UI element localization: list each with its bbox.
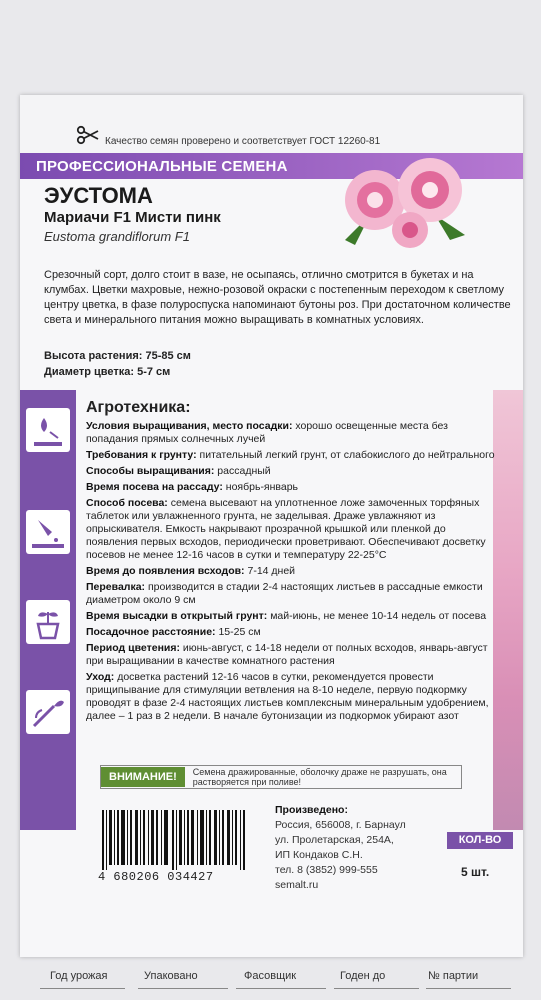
description: Срезочный сорт, долго стоит в вазе, не осыпаясь, отлично смотрится в букетах и на клумбах. Цветки махровые, нежно-розовой окраски с постепенным переходом к светлому центру цветка, в фазе полуроспуска напоминают бутоны роз. При достаточном количестве света и минерального питания можно выращивать в комнатных условиях. [44,269,511,326]
pruning-icon [26,690,70,734]
agro-row: Посадочное расстояние: 15-25 см [86,626,261,638]
notice-badge: ВНИМАНИЕ! [101,767,185,787]
footer-harvest-year: Год урожая [50,970,108,982]
agro-row: Время до появления всходов: 7-14 дней [86,565,296,577]
agro-row: Способ посева: семена высевают на уплотненное ложе замоченных торфяных таблеток или увлажненного грунта, не заделывая. Драже увлажняют из опрыскивателя. Емкость накрывают прозрачной крышкой или пленкой до появления первых всходов, периодически проветривают. Обеспечивают досветку посевов не менее 12-16 часов в сутки и температуру 22-25°С [86,497,486,561]
band-label: ПРОФЕССИОНАЛЬНЫЕ СЕМЕНА [36,158,288,175]
agro-row: Период цветения: июнь-август, с 14-18 недели от полных всходов, январь-август при выращивании в качестве комнатного растения [86,642,488,667]
product-title: ЭУСТОМА [44,183,153,208]
agro-row: Время посева на рассаду: ноябрь-январь [86,481,299,493]
footer-packed: Упаковано [144,970,198,982]
seedling-pot-icon [26,600,70,644]
agro-row: Время высадки в открытый грунт: май-июнь, не менее 10-14 недель от посева [86,610,487,622]
agro-row: Уход: досветка растений 12-16 часов в сутки, рекомендуется провести прищипывание для стимуляции ветвления на 8-10 неделе, первую подкормку проводят в фазе 2-4 настоящих листьев комплексным минеральным удобрением, далее – 1 раз в 2 недели. В начале бутонизации из подкормок убирают азот [86,671,489,722]
watering-icon [26,408,70,452]
notice-box [100,765,462,789]
flower-image [325,145,475,250]
producer-info: Произведено: Россия, 656008, г. Барнаул ул. Пролетарская, 254А, ИП Кондаков С.Н. тел. 8 (3852) 999-555 semalt.ru [275,804,406,891]
quantity-value: 5 шт. [461,865,490,879]
agro-title: Агротехника: [86,399,191,416]
agro-row: Способы выращивания: рассадный [86,465,271,477]
footer-packer: Фасовщик [244,970,297,982]
agrotechnics [80,395,495,726]
sowing-icon [26,510,70,554]
agro-row: Условия выращивания, место посадки: хорошо освещенные места без попадания прямых солнечных лучей [86,420,448,445]
footer-expiry: Годен до [340,970,386,982]
quantity-label: КОЛ-ВО [447,832,513,849]
scissors-icon [76,123,100,147]
barcode [100,810,250,870]
footer-fields [0,962,541,1000]
cutline-text: Качество семян проверено и соответствует ГОСТ 12260-81 [105,136,381,147]
barcode-number: 4 680206 034427 [98,870,214,884]
seed-packet [20,95,523,957]
agro-row: Перевалка: производится в стадии 2-4 настоящих листьев в рассадные емкости диаметром около 9 см [86,581,483,606]
notice-text: Семена дражированные, оболочку драже не разрушать, она растворяется при поливе! [192,767,447,787]
icon-strip [20,390,76,830]
spec-height: Высота растения: 75-85 см [44,350,191,362]
product-latin: Eustoma grandiflorum F1 [44,229,190,244]
side-photo-strip [493,390,523,830]
footer-batch: № партии [428,970,479,982]
product-variety: Мариачи F1 Мисти пинк [44,209,221,226]
spec-diameter: Диаметр цветка: 5-7 см [44,366,171,378]
agro-row: Требования к грунту: питательный легкий грунт, от слабокислого до нейтрального [86,449,495,461]
specs [44,348,191,380]
